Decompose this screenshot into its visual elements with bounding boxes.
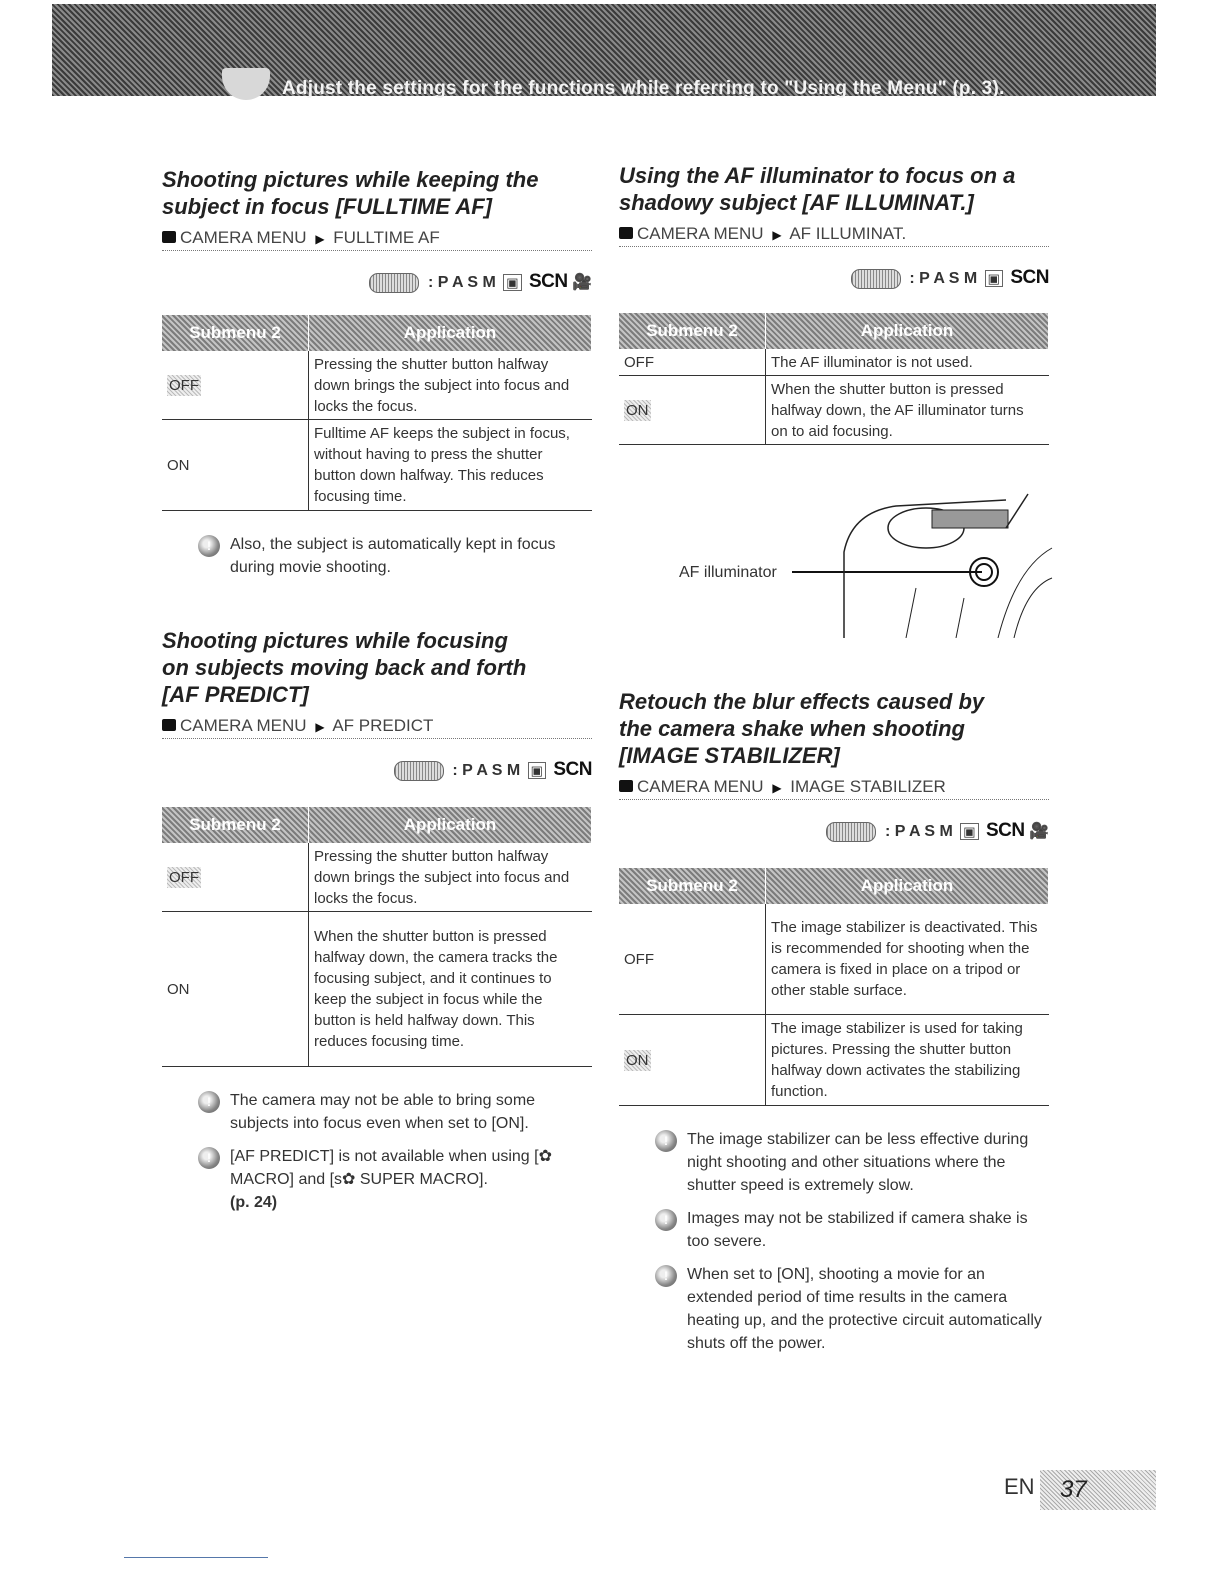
col-header-submenu: Submenu 2 bbox=[619, 313, 766, 349]
option-value: OFF bbox=[169, 868, 199, 886]
menu-path-item: AF ILLUMINAT. bbox=[789, 224, 907, 243]
table-row bbox=[619, 1015, 1049, 1106]
table-row bbox=[619, 904, 1049, 1015]
option-description: When the shutter button is pressed halfway down, the camera tracks the focusing subject, and it continues to keep the subject in focus while the button is held halfway down. This reduces focusing time. bbox=[309, 912, 592, 1067]
option-description: The image stabilizer is deactivated. This is recommended for shooting when the camera is fixed in place on a tripod or other stable surface. bbox=[766, 904, 1049, 1015]
mode-dial-icon bbox=[851, 269, 901, 289]
section-image-stabilizer bbox=[619, 688, 1049, 1355]
option-value: OFF bbox=[619, 904, 766, 1015]
camera-icon bbox=[619, 227, 633, 239]
menu-path bbox=[162, 712, 592, 739]
menu-path-menu: CAMERA MENU bbox=[637, 777, 764, 796]
mode-indicators bbox=[619, 267, 1049, 289]
note-text: The image stabilizer can be less effective during night shooting and other situations where the shutter speed is extremely slow. bbox=[687, 1131, 1029, 1194]
mode-indicators bbox=[162, 759, 592, 781]
tip-icon: ! bbox=[655, 1130, 677, 1152]
col-header-submenu: Submenu 2 bbox=[162, 807, 309, 843]
option-value: ON bbox=[162, 912, 309, 1067]
section-title-line: shadowy subject [AF ILLUMINAT.] bbox=[619, 190, 974, 215]
language-code: EN bbox=[1004, 1474, 1035, 1499]
my-mode-icon: ▣ bbox=[528, 762, 546, 779]
col-header-submenu: Submenu 2 bbox=[162, 315, 309, 351]
col-header-application: Application bbox=[766, 313, 1049, 349]
note bbox=[619, 1263, 1049, 1355]
submenu-table bbox=[162, 315, 592, 511]
section-title-line: Retouch the blur effects caused by bbox=[619, 689, 985, 714]
tip-icon: ! bbox=[198, 1147, 220, 1169]
mode-indicators bbox=[619, 820, 1049, 842]
scn-label: SCN bbox=[1010, 267, 1049, 288]
my-mode-icon: ▣ bbox=[960, 823, 978, 840]
table-row bbox=[162, 912, 592, 1067]
submenu-table bbox=[619, 313, 1049, 445]
section-af-illuminat bbox=[619, 162, 1049, 445]
table-row bbox=[619, 376, 1049, 445]
submenu-table bbox=[619, 868, 1049, 1106]
table-row bbox=[162, 843, 592, 912]
note-text: Images may not be stabilized if camera shake is too severe. bbox=[687, 1210, 1028, 1250]
section-title-line: Shooting pictures while focusing bbox=[162, 628, 508, 653]
option-description: The AF illuminator is not used. bbox=[766, 349, 1049, 376]
mode-dial-icon bbox=[369, 273, 419, 293]
menu-path-item: AF PREDICT bbox=[332, 716, 434, 735]
scn-label: SCN bbox=[553, 759, 592, 780]
camera-icon bbox=[162, 231, 176, 243]
option-value: ON bbox=[626, 401, 649, 419]
scn-label: SCN bbox=[986, 820, 1025, 841]
my-mode-icon: ▣ bbox=[503, 274, 521, 291]
scn-label: SCN bbox=[529, 271, 568, 292]
menu-path-item: IMAGE STABILIZER bbox=[790, 777, 946, 796]
note bbox=[162, 1089, 592, 1135]
note bbox=[619, 1207, 1049, 1253]
option-value: ON bbox=[626, 1051, 649, 1069]
menu-path-menu: CAMERA MENU bbox=[180, 228, 307, 247]
col-header-submenu: Submenu 2 bbox=[619, 868, 766, 904]
divider bbox=[124, 1557, 268, 1558]
option-description: Fulltime AF keeps the subject in focus, without having to press the shutter button down halfway. This reduces focusing time. bbox=[309, 420, 592, 511]
modes-text: : P A S M bbox=[909, 270, 978, 287]
note-text: When set to [ON], shooting a movie for an extended period of time results in the camera heating up, and the protective circuit automatically shuts off the power. bbox=[687, 1266, 1042, 1352]
camera-drawing bbox=[676, 488, 1056, 638]
page-number: 37 bbox=[1060, 1476, 1087, 1503]
option-value: ON bbox=[162, 420, 309, 511]
section-title-line: Shooting pictures while keeping the bbox=[162, 167, 539, 192]
arrow-right-icon: ▶ bbox=[315, 720, 325, 734]
table-row bbox=[162, 420, 592, 511]
page-reference: (p. 24) bbox=[230, 1194, 278, 1211]
movie-icon: 🎥 bbox=[572, 274, 592, 291]
camera-illustration bbox=[676, 488, 1056, 638]
section-title-line: subject in focus [FULLTIME AF] bbox=[162, 194, 492, 219]
note-text: Also, the subject is automatically kept in focus during movie shooting. bbox=[230, 536, 556, 576]
arrow-right-icon: ▶ bbox=[772, 228, 782, 242]
banner-text: Adjust the settings for the functions while referring to "Using the Menu" (p. 3). bbox=[282, 78, 1005, 99]
col-header-application: Application bbox=[309, 315, 592, 351]
tip-icon: ! bbox=[655, 1209, 677, 1231]
option-description: Pressing the shutter button halfway down brings the subject into focus and locks the focus. bbox=[309, 843, 592, 912]
menu-path bbox=[162, 224, 592, 251]
modes-text: : P A S M bbox=[427, 274, 496, 291]
note bbox=[162, 533, 592, 579]
option-value: OFF bbox=[619, 349, 766, 376]
mode-dial-icon bbox=[394, 761, 444, 781]
section-title-line: [AF PREDICT] bbox=[162, 682, 309, 707]
movie-icon: 🎥 bbox=[1029, 823, 1049, 840]
section-title-line: on subjects moving back and forth bbox=[162, 655, 527, 680]
menu-book-icon bbox=[222, 68, 270, 100]
col-header-application: Application bbox=[309, 807, 592, 843]
camera-icon bbox=[162, 719, 176, 731]
note bbox=[619, 1128, 1049, 1197]
modes-text: : P A S M bbox=[452, 762, 521, 779]
note-text: [AF PREDICT] is not available when using bbox=[230, 1148, 530, 1165]
page-number-box bbox=[1040, 1470, 1156, 1510]
table-row bbox=[162, 351, 592, 420]
mode-dial-icon bbox=[826, 822, 876, 842]
tip-icon: ! bbox=[198, 535, 220, 557]
mode-indicators bbox=[162, 271, 592, 293]
section-af-predict bbox=[162, 627, 592, 1214]
menu-path-menu: CAMERA MENU bbox=[637, 224, 764, 243]
arrow-right-icon: ▶ bbox=[315, 232, 325, 246]
tip-icon: ! bbox=[198, 1091, 220, 1113]
note-text: The camera may not be able to bring some subjects into focus even when set to [ON]. bbox=[230, 1092, 536, 1132]
menu-path-menu: CAMERA MENU bbox=[180, 716, 307, 735]
table-row bbox=[619, 349, 1049, 376]
menu-path-item: FULLTIME AF bbox=[333, 228, 440, 247]
illustration-label: AF illuminator bbox=[679, 564, 777, 581]
camera-icon bbox=[619, 780, 633, 792]
submenu-table bbox=[162, 807, 592, 1067]
note-text: [✿ MACRO] and [s✿ SUPER MACRO]. bbox=[230, 1148, 552, 1188]
modes-text: : P A S M bbox=[884, 823, 953, 840]
section-title-line: [IMAGE STABILIZER] bbox=[619, 743, 840, 768]
menu-path bbox=[619, 773, 1049, 800]
section-title-line: the camera shake when shooting bbox=[619, 716, 965, 741]
option-description: Pressing the shutter button halfway down brings the subject into focus and locks the focus. bbox=[309, 351, 592, 420]
section-title-line: Using the AF illuminator to focus on a bbox=[619, 163, 1016, 188]
option-description: The image stabilizer is used for taking pictures. Pressing the shutter button halfway down activates the stabilizing function. bbox=[766, 1015, 1049, 1106]
section-fulltime-af bbox=[162, 166, 592, 579]
my-mode-icon: ▣ bbox=[985, 270, 1003, 287]
tip-icon: ! bbox=[655, 1265, 677, 1287]
header-banner bbox=[52, 4, 1156, 99]
col-header-application: Application bbox=[766, 868, 1049, 904]
note bbox=[162, 1145, 592, 1214]
option-description: When the shutter button is pressed halfway down, the AF illuminator turns on to aid focusing. bbox=[766, 376, 1049, 445]
menu-path bbox=[619, 220, 1049, 247]
option-value: OFF bbox=[169, 376, 199, 394]
arrow-right-icon: ▶ bbox=[772, 781, 782, 795]
